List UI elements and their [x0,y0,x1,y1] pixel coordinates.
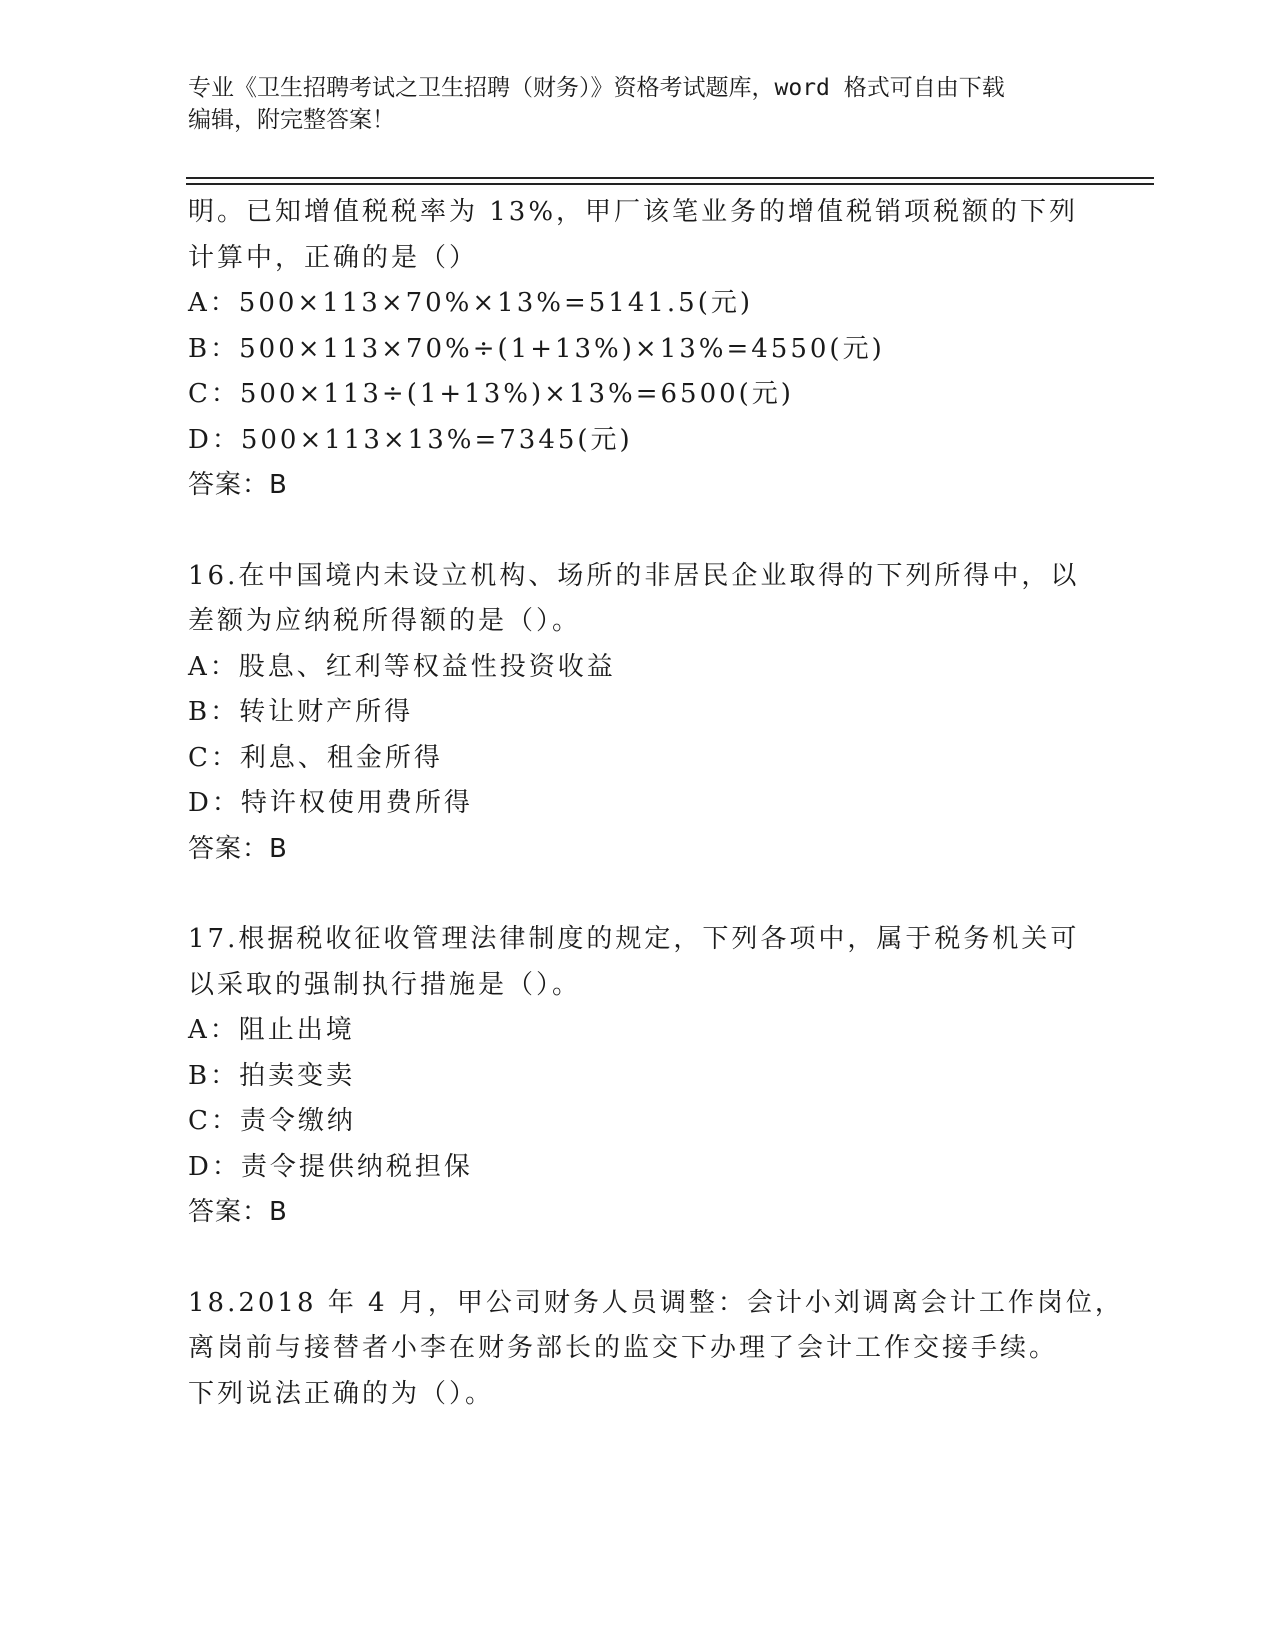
header-divider-bottom [186,183,1154,185]
header-divider-top [186,177,1154,179]
spacer [188,509,1088,554]
answer-label: 答案：B [188,470,288,500]
question-stem-line: 差额为应纳税所得额的是（）。 [188,606,582,636]
question-stem-line: 16.在中国境内未设立机构、场所的非居民企业取得的下列所得中，以 [188,560,1080,591]
spacer [188,872,1088,917]
option-c: C：500×113÷(1+13%)×13%=6500(元) [188,379,794,409]
option-b: B：500×113×70%÷(1+13%)×13%=4550(元) [188,333,885,364]
option-c: C：利息、租金所得 [188,742,443,773]
question-15 [188,190,1088,509]
question-list [188,190,1124,1417]
option-a: A：阻止出境 [188,1015,355,1045]
question-stem-line: 17.根据税收征收管理法律制度的规定，下列各项中，属于税务机关可 [188,924,1080,954]
question-stem-line: 18.2018 年 4 月，甲公司财务人员调整：会计小刘调离会计工作岗位， [188,1287,1124,1318]
option-a: A：股息、红利等权益性投资收益 [188,651,616,682]
answer-label: 答案：B [188,1197,288,1227]
header-line-1: 专业《卫生招聘考试之卫生招聘（财务）》资格考试题库，word 格式可自由下载 [188,75,1005,101]
option-c: C：责令缴纳 [188,1106,356,1136]
answer-label: 答案：B [188,833,288,864]
header-line-2: 编辑，附完整答案！ [188,107,395,133]
question-stem-line: 下列说法正确的为（）。 [188,1378,495,1409]
page-header [188,72,1088,136]
question-stem-line: 明。已知增值税税率为 13%，甲厂该笔业务的增值税销项税额的下列 [188,197,1079,227]
question-stem-line: 离岗前与接替者小李在财务部长的监交下办理了会计工作交接手续。 [188,1333,1059,1363]
question-18 [188,1281,1124,1418]
question-stem-line: 计算中，正确的是（） [188,242,479,273]
option-d: D：500×113×13%=7345(元) [188,424,633,455]
option-b: B：转让财产所得 [188,697,414,727]
question-16 [188,554,1088,873]
option-d: D：特许权使用费所得 [188,788,473,818]
question-stem-line: 以采取的强制执行措施是（）。 [188,969,582,1000]
option-a: A：500×113×70%×13%=5141.5(元) [188,288,754,318]
option-d: D：责令提供纳税担保 [188,1151,473,1182]
spacer [188,1236,1088,1281]
option-b: B：拍卖变卖 [188,1060,356,1091]
question-17 [188,917,1088,1236]
